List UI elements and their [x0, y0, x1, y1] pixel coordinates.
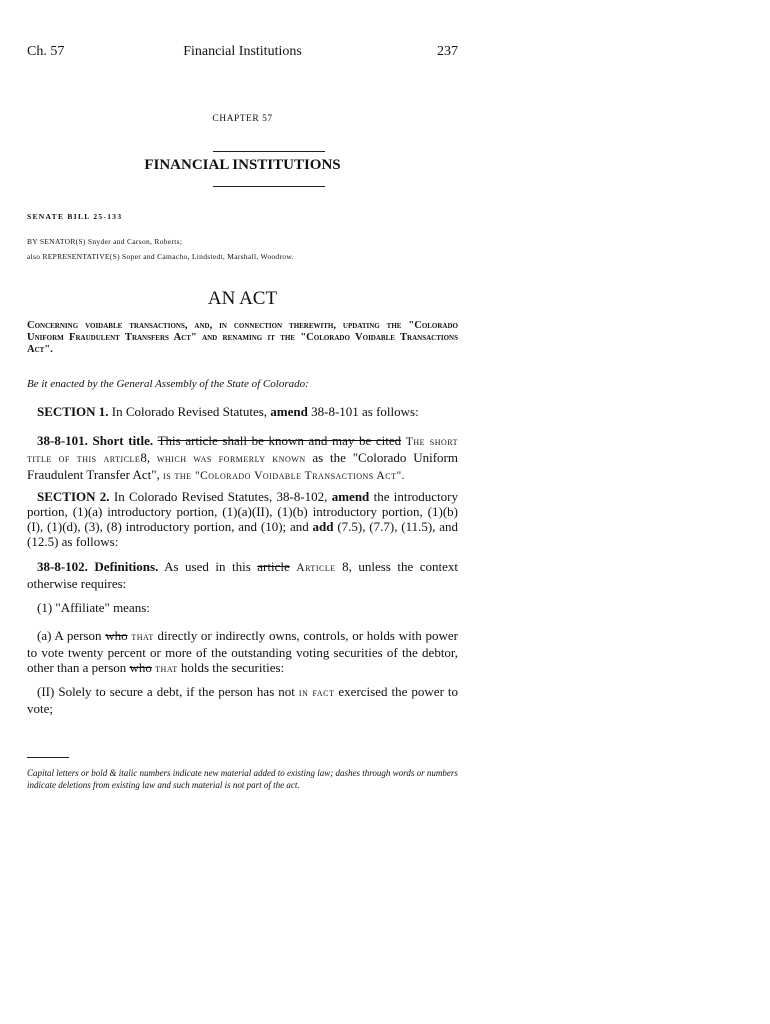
para-a-new-1: that — [131, 631, 154, 643]
section-2-text-b: the introductory portion, (1)(a) introductory portion, (1)(a)(II), (1)(b) introductory portion, (1)(b)(I), (1)(d), (3), (8) introductory portion, and (10); and — [27, 489, 459, 534]
header-page-number: 237 — [437, 44, 458, 59]
s101-new-text-c: is the "Colorado Voidable Transactions Act". — [163, 470, 406, 482]
section-1-verb: amend — [270, 404, 308, 419]
section-38-8-102 — [27, 559, 458, 591]
bill-number: SENATE BILL 25-133 — [27, 212, 123, 221]
section-2-verb-amend: amend — [331, 489, 370, 504]
act-summary: Concerning voidable transactions, and, in connection therewith, updating the "Colorado Uniform Fraudulent Transfers Act" and renaming it the "Colorado Voidable Transactions Act". — [27, 320, 458, 355]
running-header — [27, 44, 458, 64]
section-2 — [27, 489, 458, 549]
section-1-text-a: In Colorado Revised Statutes, — [111, 404, 268, 419]
s101-new-text-a: The short title of this article — [27, 436, 459, 465]
section-1 — [27, 404, 458, 419]
s102-deleted-text: article — [257, 559, 290, 574]
paragraph-a — [27, 628, 458, 677]
chapter-label: CHAPTER 57 — [212, 114, 273, 124]
subparagraph-II — [27, 684, 458, 716]
section-2-label: SECTION 2. — [37, 489, 110, 504]
header-title: Financial Institutions — [183, 44, 302, 59]
senate-sponsors: BY SENATOR(S) Snyder and Carson, Roberts; — [27, 237, 183, 246]
title-rule-bottom — [213, 186, 325, 187]
enacting-clause: Be it enacted by the General Assembly of the State of Colorado: — [27, 378, 309, 390]
section-2-text-c: (7.5), (7.7), (11.5), and (12.5) as follows: — [27, 519, 459, 549]
section-2-text-a: In Colorado Revised Statutes, 38-8-102, — [113, 489, 328, 504]
section-1-text-b: 38-8-101 as follows: — [311, 404, 419, 419]
section-2-verb-add: add — [312, 519, 334, 534]
s101-new-text-b: which was formerly known — [156, 453, 306, 465]
s102-heading: 38-8-102. Definitions. — [37, 559, 159, 574]
s101-heading: 38-8-101. Short title. — [37, 433, 154, 448]
s101-deleted-text: This article shall be known and may be cited — [157, 433, 402, 448]
para-a-new-2: that — [155, 663, 178, 675]
title-rule-top — [213, 151, 325, 152]
chapter-title: FINANCIAL INSTITUTIONS — [144, 157, 341, 173]
para-a-text-a: (a) A person — [37, 628, 102, 643]
para-a-deleted-2: who — [129, 660, 152, 675]
para-II-text-a: (II) Solely to secure a debt, if the person has not — [37, 684, 295, 699]
section-1-label: SECTION 1. — [37, 404, 109, 419]
statute-page — [27, 0, 458, 1024]
header-chapter: Ch. 57 — [27, 44, 65, 59]
s102-text-b: 8, unless the context otherwise requires: — [27, 559, 458, 591]
para-II-new: in fact — [298, 687, 335, 699]
section-38-8-101 — [27, 433, 458, 484]
para-II-text-b: exercised the power to vote; — [27, 684, 459, 716]
footnote: Capital letters or bold & italic numbers indicate new material added to existing law; dashes through words or numbers indicate deletions from existing law and such material is not part of the act. — [27, 768, 458, 790]
para-a-text-b: directly or indirectly owns, controls, or holds with power to vote twenty percent or more of the outstanding voting securities of the debtor, other than a person — [27, 628, 459, 675]
act-heading: AN ACT — [207, 288, 278, 309]
subsection-1: (1) "Affiliate" means: — [37, 600, 150, 615]
footnote-rule — [27, 757, 69, 758]
s102-new-text: Article — [296, 562, 336, 574]
s101-plain-a: 8, — [140, 450, 151, 465]
para-a-text-c: holds the securities: — [180, 660, 285, 675]
house-sponsors: also REPRESENTATIVE(S) Soper and Camacho, Lindstedt, Marshall, Woodrow. — [27, 252, 294, 261]
s102-text-a: As used in this — [164, 559, 251, 574]
para-a-deleted-1: who — [105, 628, 128, 643]
s101-plain-b: as the "Colorado Uniform Fraudulent Transfer Act", — [27, 450, 459, 482]
